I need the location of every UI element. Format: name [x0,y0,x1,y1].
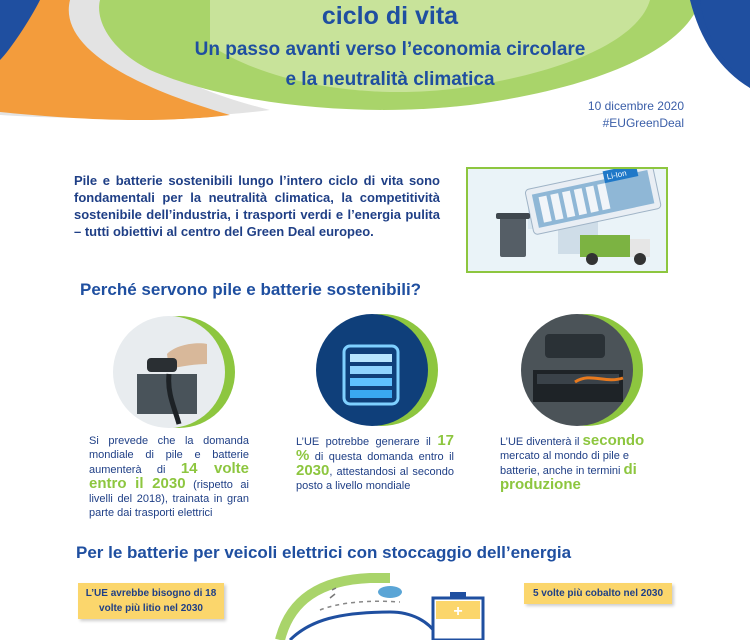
battery-charge-photo [310,312,438,430]
subtitle-line-2: e la neutralità climatica [285,69,495,90]
ev-battery-illustration [260,570,520,640]
stat-demand-text-1: Si prevede che la domanda mondiale di pile e batterie aumenterà di [89,435,249,476]
page-subtitle [0,35,750,95]
subtitle-line-1: Un passo avanti verso l’economia circolare [194,39,586,60]
battery-module-photo [515,312,643,430]
stat-eu-share-text-2: di questa domanda entro il [309,451,454,463]
stat-eu-market [500,434,658,493]
stat-demand-text-2: (rispetto ai livelli del 2018), trainata in gran parte dai trasporti elettrici [89,479,249,519]
stat-eu-share-text-3: , attestandosi al secondo posto a livello mondiale [296,466,454,492]
intro-text: Pile e batterie sostenibili lungo l’intero ciclo di vita sono fondamentali per la neutralità climatica, la competitività sostenibile dell’industria, i trasporti verdi e l’energia pulita – tutti obiettivi al centro del Green Deal europeo. [74,173,440,239]
stat-eu-share-highlight-1: 17 % [296,432,454,464]
stat-eu-market-highlight-2: di produzione [500,461,637,493]
svg-text:+: + [453,603,463,620]
stat-eu-share-text-1: L’UE potrebbe generare il [296,436,438,448]
cobalt-box: 5 volte più cobalto nel 2030 [524,583,672,604]
date-block [588,98,684,132]
li-ion-label: Li-Ion [605,169,628,182]
stat-eu-share-highlight-2: 2030 [296,462,330,479]
stat-eu-market-highlight-1: secondo [582,432,645,449]
section-heading-ev: Per le batterie per veicoli elettrici con stoccaggio dell’energia [76,543,572,562]
hashtag: #EUGreenDeal [602,116,684,130]
page-title: ciclo di vita [321,2,459,30]
recycling-illustration [466,167,668,273]
stat-eu-market-text-1: L’UE diventerà il [500,436,583,448]
publication-date: 10 dicembre 2020 [587,99,684,113]
stat-eu-market-text-2: mercato al mondo di pile e batterie, anche in termini [500,450,630,477]
stat-eu-share [296,434,454,493]
section-heading-why: Perché servono pile e batterie sostenibili? [80,280,422,299]
stat-demand [89,434,249,520]
ev-charging-photo [107,314,235,432]
stat-demand-highlight: 14 volte entro il 2030 [89,460,249,492]
lithium-box: L’UE avrebbe bisogno di 18 volte più litio nel 2030 [78,583,224,619]
